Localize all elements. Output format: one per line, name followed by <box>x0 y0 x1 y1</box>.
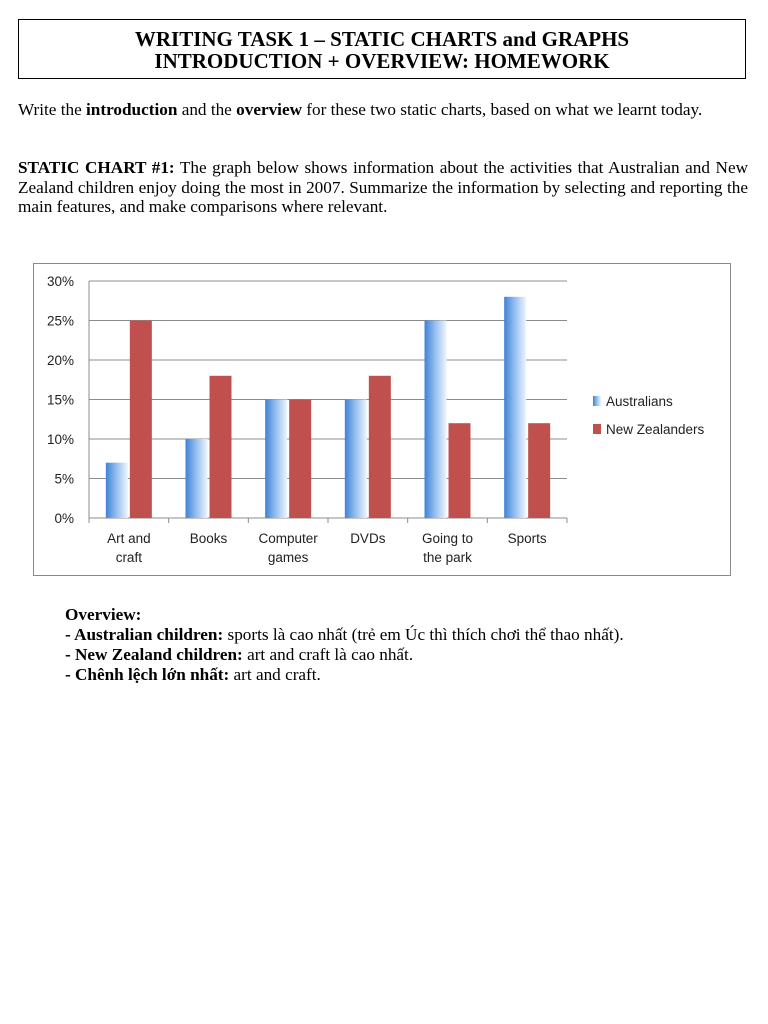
bar-australians <box>106 463 128 518</box>
x-tick-label: Going to <box>421 531 474 546</box>
overview-item <box>65 625 755 645</box>
overview-item-label: - Chênh lệch lớn nhất: <box>65 665 230 684</box>
worksheet-title-line1: WRITING TASK 1 – STATIC CHARTS and GRAPHS <box>134 27 630 51</box>
y-tick-label: 20% <box>46 353 74 368</box>
y-tick-label: 25% <box>46 313 74 329</box>
bar-australians <box>425 321 447 519</box>
y-tick-label: 5% <box>54 471 74 487</box>
legend-label-australians: Australians <box>606 394 673 409</box>
static-chart-prompt <box>18 158 748 217</box>
intro-text-2: and the <box>177 100 237 119</box>
bar-new-zealanders <box>449 423 471 518</box>
overview-item-text: art and craft. <box>229 665 321 684</box>
x-tick-label: Computer <box>258 531 318 546</box>
x-tick-label: Art and <box>107 531 151 546</box>
overview-item-label: - Australian children: <box>65 625 224 644</box>
bar-chart-frame <box>33 263 731 576</box>
legend-swatch-australians <box>593 396 601 406</box>
y-tick-label: 10% <box>46 432 74 447</box>
static-chart-label: STATIC CHART #1: <box>18 158 175 177</box>
intro-bold-overview: overview <box>236 100 302 119</box>
x-tick-label: DVDs <box>350 531 386 546</box>
worksheet-title-box <box>18 19 746 79</box>
bar-australians <box>345 400 367 519</box>
overview-item-label: - New Zealand children: <box>65 645 243 664</box>
intro-instruction <box>18 100 748 120</box>
x-tick-label: games <box>267 550 309 565</box>
intro-bold-introduction: introduction <box>86 100 178 119</box>
bar-new-zealanders <box>528 423 550 518</box>
bar-new-zealanders <box>210 376 232 518</box>
y-tick-label: 0% <box>54 511 74 526</box>
x-tick-label: the park <box>423 550 472 565</box>
bar-australians <box>186 439 208 518</box>
bar-new-zealanders <box>289 400 311 519</box>
x-tick-label: Books <box>189 531 228 546</box>
overview-item <box>65 645 755 665</box>
bar-australians <box>504 297 526 518</box>
x-tick-label: craft <box>115 550 142 565</box>
intro-text-3: for these two static charts, based on what we learnt today. <box>301 100 703 119</box>
legend-label-new-zealanders: New Zealanders <box>606 422 705 437</box>
y-tick-label: 15% <box>46 392 74 408</box>
overview-item-text: art and craft là cao nhất. <box>242 645 414 664</box>
overview-section <box>65 605 755 685</box>
bar-new-zealanders <box>369 376 391 518</box>
bar-chart <box>34 264 732 577</box>
overview-heading: Overview: <box>65 605 142 624</box>
bar-new-zealanders <box>130 321 152 519</box>
overview-item <box>65 665 755 685</box>
overview-item-text: sports là cao nhất (trẻ em Úc thì thích chơi thể thao nhất). <box>223 625 624 644</box>
intro-text-1: Write the <box>18 100 87 119</box>
legend-swatch-new-zealanders <box>593 424 601 434</box>
bar-australians <box>265 400 287 519</box>
worksheet-title-line2: INTRODUCTION + OVERVIEW: HOMEWORK <box>154 49 610 73</box>
static-chart-text: The graph below shows information about the activities that Australian and New Zealand children enjoy doing the most in 2007. Summarize the information by selecting and reporting the main features, and make comparisons where relevant. <box>18 158 748 216</box>
x-tick-label: Sports <box>507 531 547 546</box>
y-tick-label: 30% <box>46 274 74 289</box>
